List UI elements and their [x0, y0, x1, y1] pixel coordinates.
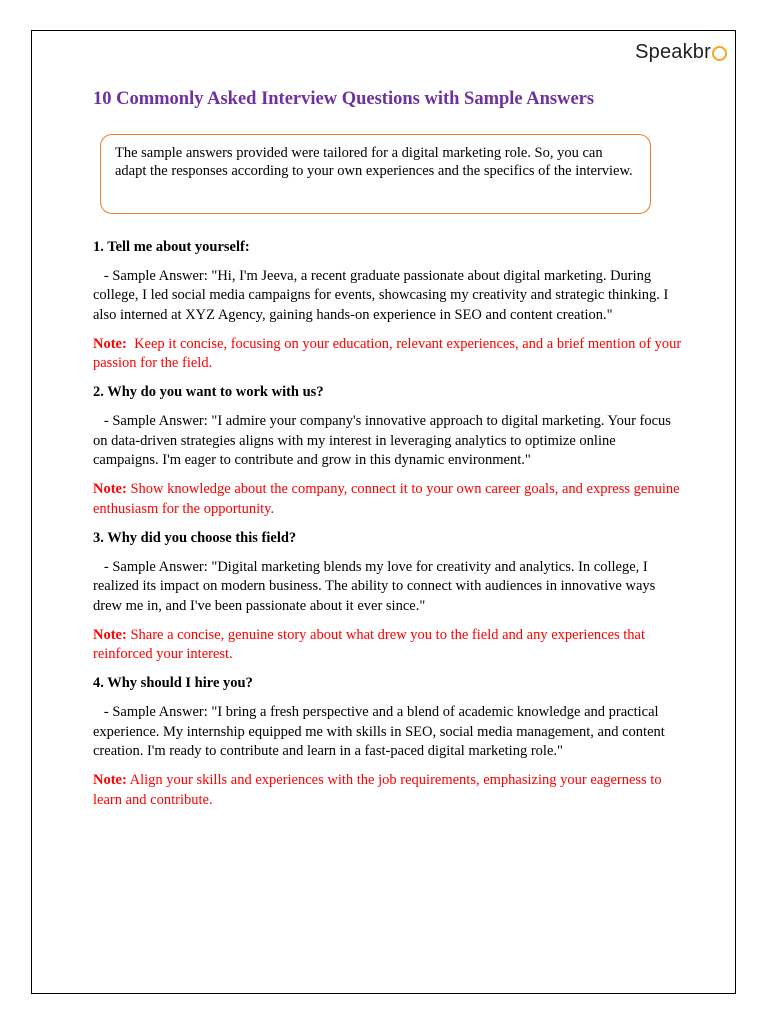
qa-item — [93, 383, 683, 518]
note-label: Note: — [93, 335, 127, 352]
note-text: Keep it concise, focusing on your education, relevant experiences, and a brief mention of your passion for the field. — [93, 335, 682, 372]
note-text: Show knowledge about the company, connect it to your own career goals, and express genuine enthusiasm for the opportunity. — [93, 481, 680, 517]
sample-answer: - Sample Answer: "Hi, I'm Jeeva, a recent graduate passionate about digital marketing. During college, I led social media campaigns for events, showcasing my creativity and strategic thinking. I also interned at XYZ Agency, gaining hands-on experience in SEO and content creation." — [93, 268, 669, 323]
note — [93, 626, 683, 665]
note-label: Note: — [93, 772, 127, 789]
qa-list — [93, 238, 683, 820]
speakbro-logo — [635, 41, 727, 64]
question: 3. Why did you choose this field? — [93, 529, 297, 546]
intro-callout: The sample answers provided were tailored for a digital marketing role. So, you can adapt the responses according to your own experiences and the specifics of the interview. — [100, 134, 651, 214]
document-title: 10 Commonly Asked Interview Questions with Sample Answers — [93, 89, 595, 109]
note-text: Share a concise, genuine story about what drew you to the field and any experiences that reinforced your interest. — [93, 626, 646, 663]
note-text: Align your skills and experiences with the job requirements, emphasizing your eagerness to learn and contribute. — [93, 772, 662, 808]
note — [93, 480, 683, 519]
note-label: Note: — [93, 481, 127, 498]
question: 4. Why should I hire you? — [93, 675, 253, 692]
qa-item — [93, 674, 683, 809]
note-label: Note: — [93, 626, 127, 643]
qa-item — [93, 529, 683, 664]
sample-answer: - Sample Answer: "I bring a fresh perspective and a blend of academic knowledge and practical experience. My internship equipped me with skills in SEO, social media management, and content creation. I'm ready to contribute and learn in a fast-paced digital marketing role." — [93, 704, 665, 760]
note — [93, 335, 683, 374]
qa-item — [93, 238, 683, 373]
sample-answer: - Sample Answer: "I admire your company's innovative approach to digital marketing. Your focus on data-driven strategies aligns with my interest in leveraging analytics to optimize online campaigns. I'm eager to contribute and grow in this dynamic environment." — [93, 413, 671, 469]
note — [93, 771, 683, 810]
document-page — [31, 30, 736, 994]
question: 1. Tell me about yourself: — [93, 239, 250, 255]
logo-text: Speakbr — [635, 41, 711, 63]
sample-answer: - Sample Answer: "Digital marketing blends my love for creativity and analytics. In college, I realized its impact on modern business. The ability to connect with audiences in innovative ways drew me in, and I've been passionate about it ever since." — [93, 558, 656, 614]
logo-o-icon — [712, 46, 727, 61]
question: 2. Why do you want to work with us? — [93, 384, 324, 401]
